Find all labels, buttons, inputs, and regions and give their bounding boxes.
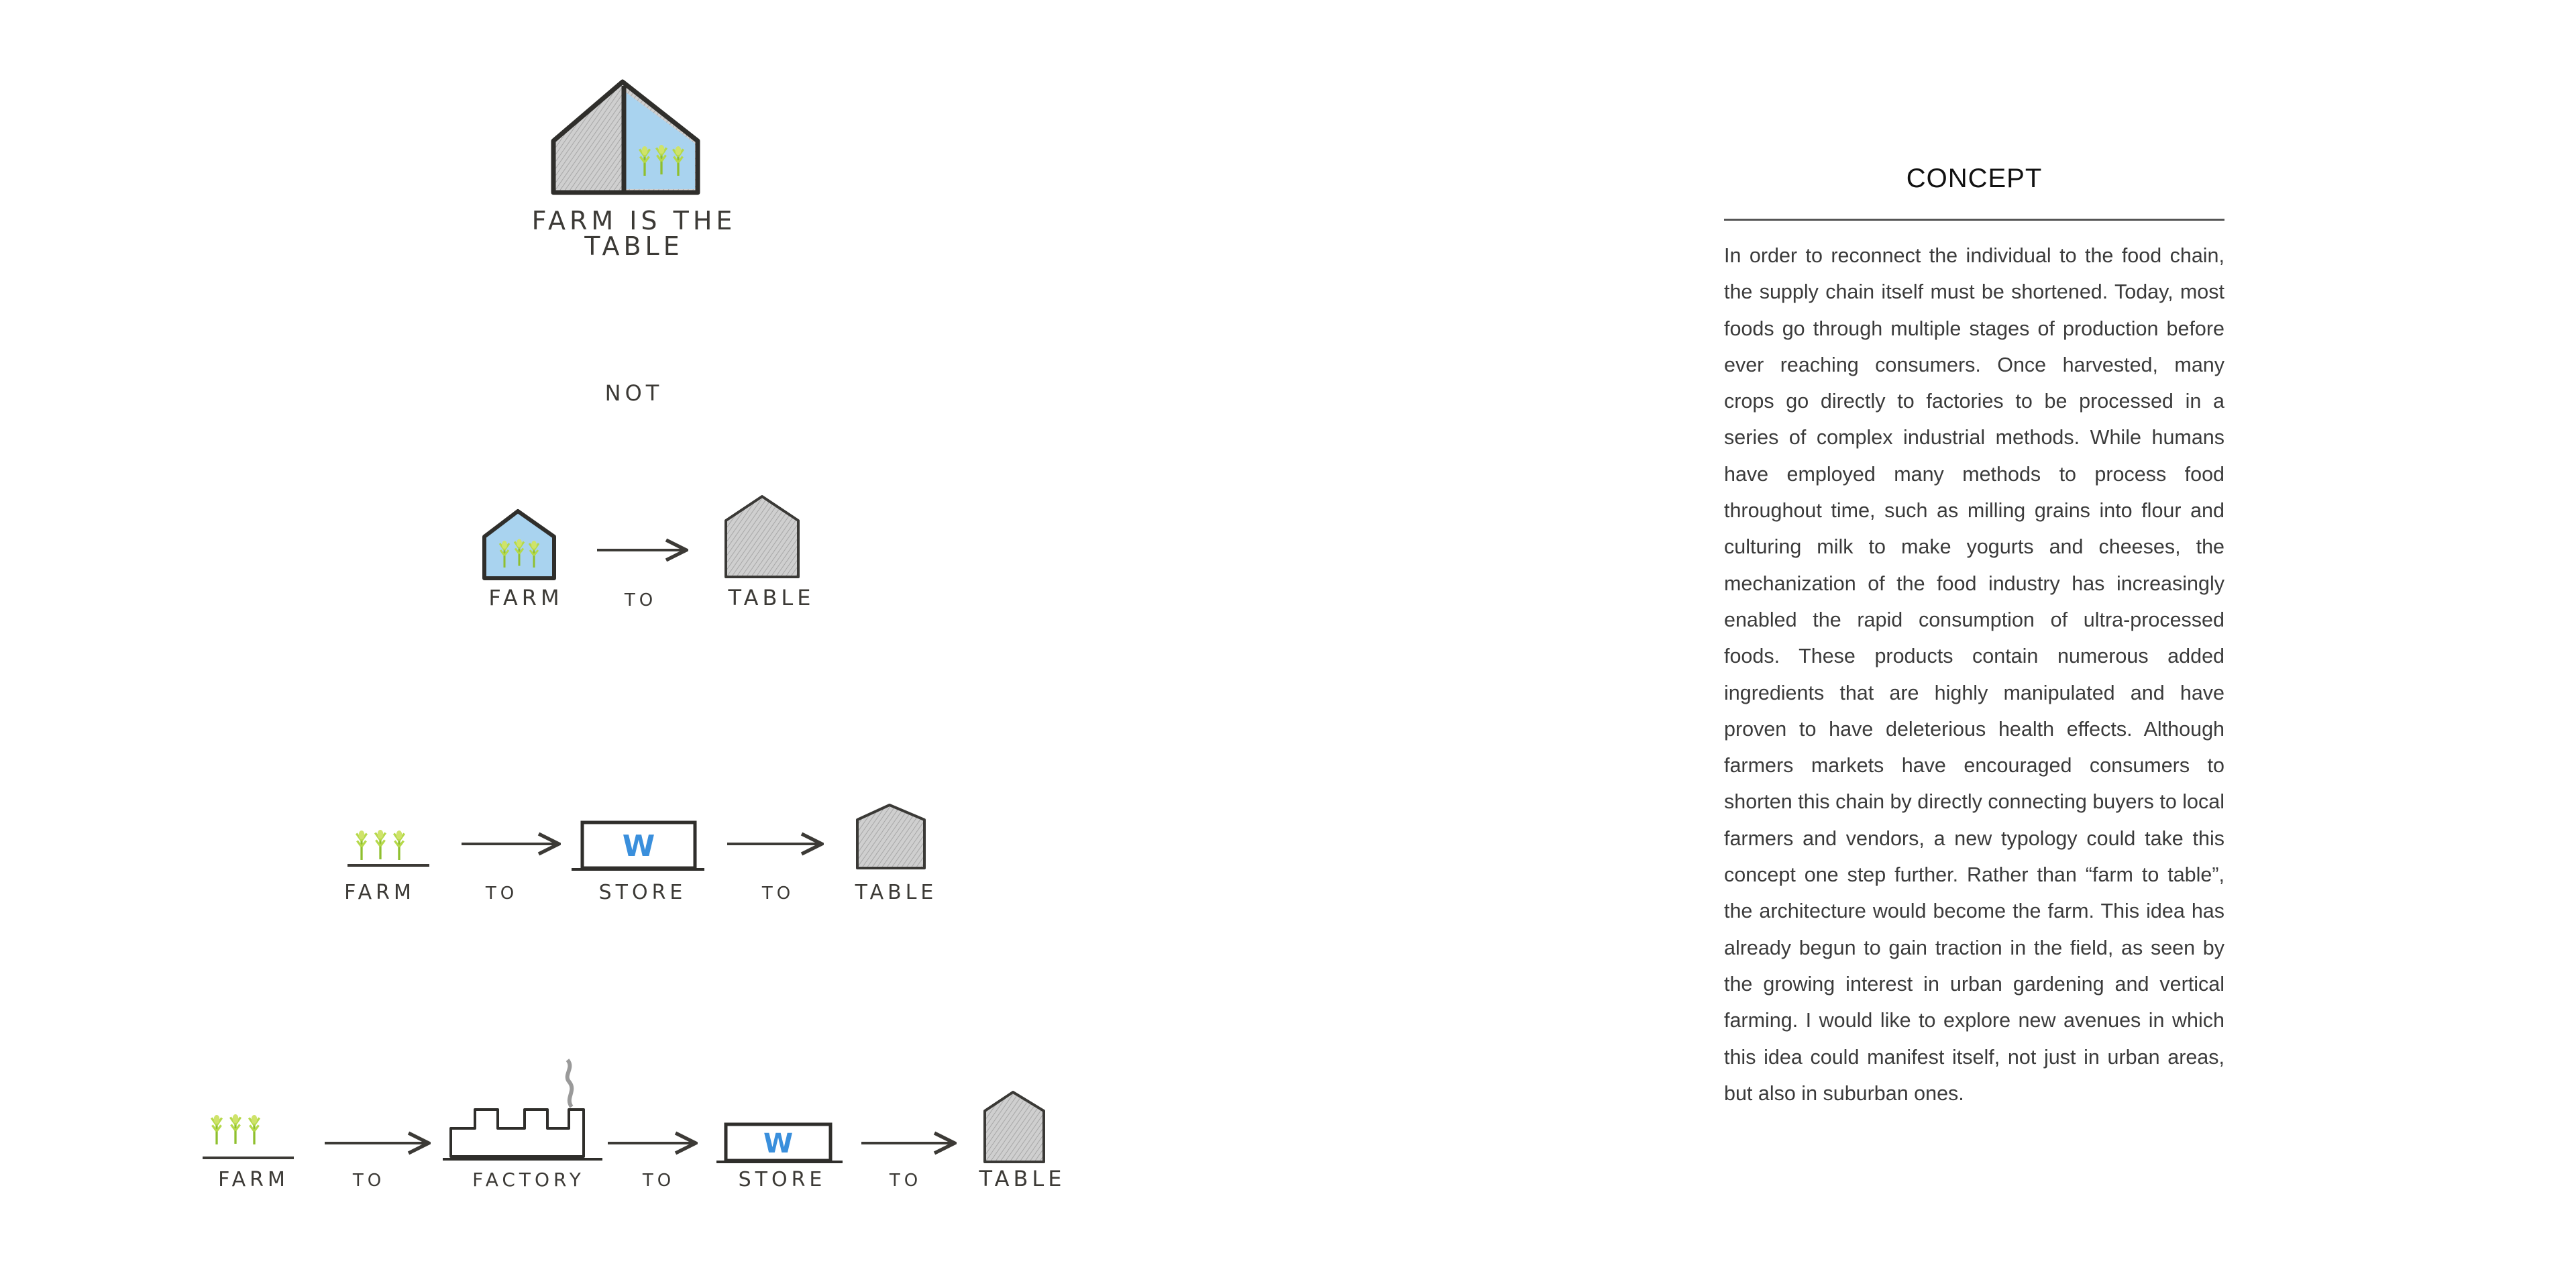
headline-line-1: FARM IS THE: [531, 206, 737, 235]
to-label: TO: [761, 883, 795, 904]
concept-body: In order to reconnect the individual to the food chain, the supply chain itself must be shortened. Today, most foods go through multiple stages of production before ever reaching consumers. Once harvested, many crops go directly to factories to be processed in a series of complex industrial methods. While humans have employed many methods to process food throughout time, such as milling grains into flour and culturing milk to make yogurts and cheeses, the mechanization of the food industry has increasingly enabled the rapid consumption of ultra-processed foods. These products contain numerous added ingredients that are highly manipulated and have proven to have deleterious health effects. Although farmers markets have encouraged consumers to shorten this chain by directly connecting buyers to local farmers and vendors, a new typology could take this concept one step further. Rather than “farm to table”, the architecture would become the farm. This idea has already begun to gain traction in the field, as seen by the growing interest in urban gardening and vertical farming. I would like to explore new avenues in which this idea could manifest itself, not just in urban areas, but also in suburban ones.: [1724, 244, 2224, 1105]
farm-to-table-sketch: [0, 0, 1140, 1288]
not-label: NOT: [604, 380, 663, 406]
store-sign: W: [763, 1128, 794, 1159]
store-label: STORE: [738, 1168, 826, 1191]
factory-label: FACTORY: [472, 1169, 585, 1191]
concept-title: CONCEPT: [1906, 164, 2043, 193]
store-sign: W: [622, 829, 655, 863]
to-label: TO: [352, 1171, 386, 1191]
split-house-icon: [553, 82, 698, 193]
store-icon: [716, 1124, 843, 1162]
to-label: TO: [624, 590, 657, 610]
table-label: TABLE: [979, 1166, 1066, 1191]
store-icon: [572, 822, 704, 869]
farm-label: FARM: [344, 881, 415, 904]
store-label: STORE: [598, 881, 687, 904]
crops-icon: [347, 830, 429, 865]
to-label: TO: [889, 1171, 922, 1191]
farm-label: FARM: [218, 1168, 289, 1191]
headline-line-2: TABLE: [584, 231, 684, 261]
farm-label: FARM: [488, 585, 564, 610]
to-label: TO: [485, 883, 519, 904]
house-icon: [726, 496, 798, 577]
title-divider: [1724, 219, 2224, 221]
crops-icon: [203, 1114, 294, 1158]
to-label: TO: [642, 1171, 676, 1191]
house-icon: [985, 1092, 1044, 1162]
factory-icon: [443, 1060, 602, 1159]
table-label: TABLE: [728, 585, 815, 610]
house-icon: [857, 805, 924, 868]
greenhouse-icon: [484, 511, 554, 578]
table-label: TABLE: [855, 881, 938, 904]
